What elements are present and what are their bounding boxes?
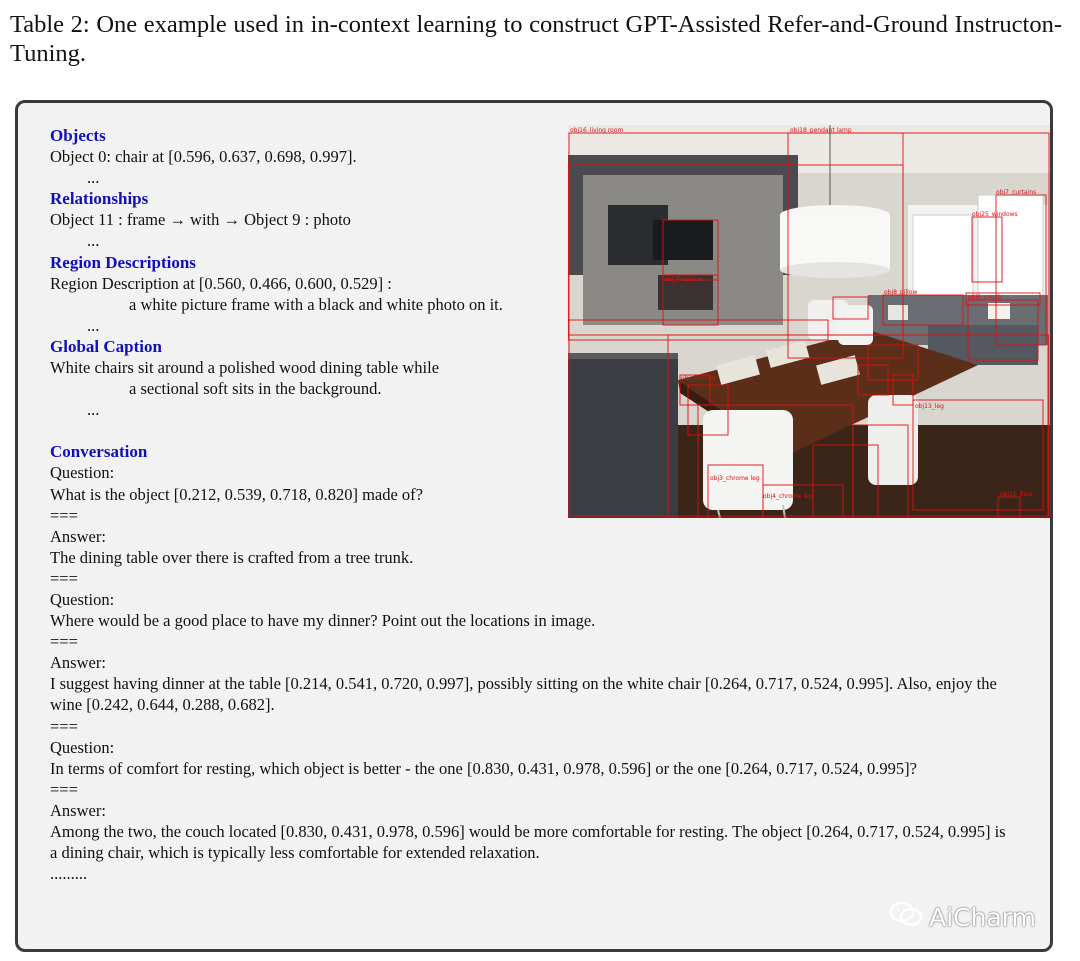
turn-text: The dining table over there is crafted from a tree trunk. [50, 547, 414, 567]
region-description-text: a white picture frame with a black and white photo on it. [129, 294, 503, 314]
bbox-label: obj8_pillow [884, 289, 918, 296]
watermark [889, 901, 1036, 933]
bbox-label: obj13_leg [915, 403, 944, 410]
relationships-heading: Relationships [50, 189, 149, 209]
turn-text: I suggest having dinner at the table [0.214, 0.541, 0.720, 0.997], possibly sitting on the white chair [0.264, 0.717, 0.524, 0.995]. Also, enjoy the wine [0.242, 0.644, 0.288, 0.682]. [50, 674, 997, 715]
bbox-label: obj_fireplace [664, 276, 703, 283]
bbox-label: obj6_couch [968, 294, 1002, 301]
turn-label: Answer: [50, 526, 106, 546]
region-description-line: Region Description at [0.560, 0.466, 0.600, 0.529] : [50, 273, 392, 293]
objects-ellipsis: ... [87, 168, 100, 188]
turn-separator: === [50, 632, 78, 652]
objects-heading: Objects [50, 126, 106, 145]
conversation-trailing-dots: ......... [50, 864, 88, 884]
bbox-label: obj_chrome [681, 375, 716, 382]
region-descriptions-ellipsis: ... [87, 315, 100, 335]
relationships-line: Object 11 : frame → with → Object 9 : photo [50, 210, 351, 230]
turn-label: Question: [50, 737, 115, 757]
watermark-text: AiCharm [929, 902, 1036, 932]
turn-separator: === [50, 779, 78, 799]
example-panel [15, 100, 1053, 952]
bbox-label: obj7_curtains [996, 189, 1037, 196]
scene-illustration [568, 125, 1050, 518]
turn-label: Question: [50, 589, 115, 609]
turn-text: Where would be a good place to have my dinner? Point out the locations in image. [50, 611, 596, 631]
bbox-label: obj4_chrome leg [763, 493, 813, 500]
turn-label: Answer: [50, 653, 106, 673]
turn-text: In terms of comfort for resting, which object is better - the one [0.830, 0.431, 0.978, 0.596] or the one [0.264, 0.717, 0.524, 0.995]? [50, 758, 917, 778]
bbox-label: obj10_floor [1000, 491, 1034, 498]
turn-label: Answer: [50, 800, 106, 820]
bbox-label: obj16_living room [570, 127, 624, 134]
global-caption-heading: Global Caption [50, 336, 162, 356]
global-caption-ellipsis: ... [87, 400, 100, 420]
relationships-ellipsis: ... [87, 231, 100, 251]
region-descriptions-heading: Region Descriptions [50, 252, 196, 272]
global-caption-line: White chairs sit around a polished wood dining table while [50, 358, 440, 378]
turn-separator: === [50, 568, 78, 588]
turn-text: What is the object [0.212, 0.539, 0.718, 0.820] made of? [50, 484, 423, 504]
conversation-heading: Conversation [50, 442, 148, 462]
bbox-label: obj18_pendant lamp [790, 127, 852, 134]
bbox-label: obj3_chrome leg [710, 475, 760, 482]
turn-separator: === [50, 716, 78, 736]
wechat-icon [889, 901, 923, 933]
turn-text: Among the two, the couch located [0.830, 0.431, 0.978, 0.596] would be more comfortable for resting. The object [0.264, 0.717, 0.524, 0.995] is a dining chair, which is typically less comfortable for extended relaxation. [50, 822, 1006, 863]
bbox-label: obj25_windows [972, 211, 1018, 218]
annotated-scene-image [568, 125, 1050, 518]
objects-line: Object 0: chair at [0.596, 0.637, 0.698, 0.997]. [50, 147, 357, 167]
turn-label: Question: [50, 463, 115, 483]
global-caption-continuation: a sectional soft sits in the background. [129, 379, 382, 399]
table-caption: Table 2: One example used in in-context learning to construct GPT-Assisted Refer-and-Ground Instructon-Tuning. [10, 11, 1062, 67]
turn-separator: === [50, 505, 78, 525]
